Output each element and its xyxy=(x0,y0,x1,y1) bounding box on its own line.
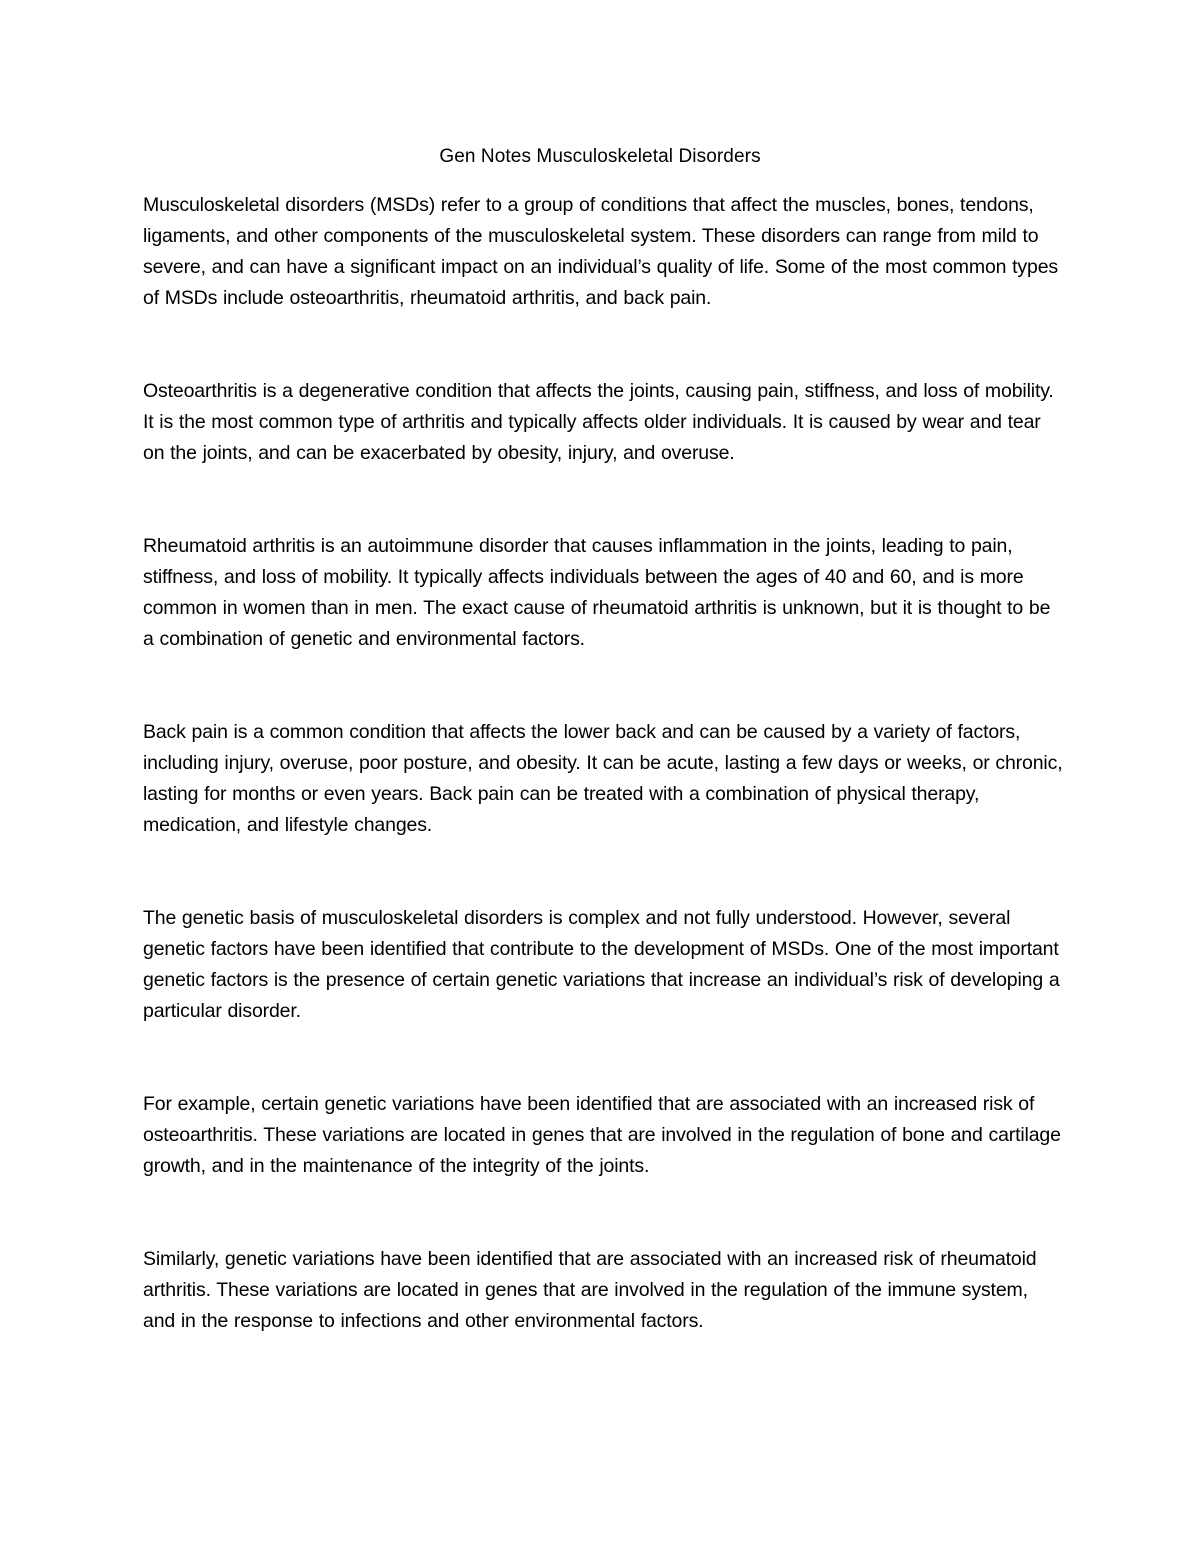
paragraph-msd-overview: Musculoskeletal disorders (MSDs) refer to a group of conditions that affect the muscles, bones, tendons, ligaments, and other components of the musculoskeletal system. These disorders can range from mild to severe, and can have a significant impact on an individual’s quality of life. Some of the most common types of MSDs include osteoarthritis, rheumatoid arthritis, and back pain. xyxy=(143,194,1059,309)
document-body xyxy=(143,190,1063,1399)
paragraph-osteoarthritis-genetics: For example, certain genetic variations have been identified that are associated with an increased risk of osteoarthritis. These variations are located in genes that are involved in the regulation of bone and cartilage growth, and in the maintenance of the integrity of the joints. xyxy=(143,1093,1061,1177)
paragraph-genetic-basis: The genetic basis of musculoskeletal disorders is complex and not fully understood. However, several genetic factors have been identified that contribute to the development of MSDs. One of the most important genetic factors is the presence of certain genetic variations that increase an individual’s risk of developing a particular disorder. xyxy=(143,907,1060,1022)
document-title: Gen Notes Musculoskeletal Disorders xyxy=(439,146,761,167)
paragraph-rheumatoid-genetics: Similarly, genetic variations have been identified that are associated with an increased risk of rheumatoid arthritis. These variations are located in genes that are involved in the regulation of the immune system, and in the response to infections and other environmental factors. xyxy=(143,1248,1037,1332)
paragraph-osteoarthritis: Osteoarthritis is a degenerative condition that affects the joints, causing pain, stiffness, and loss of mobility. It is the most common type of arthritis and typically affects older individuals. It is caused by wear and tear on the joints, and can be exacerbated by obesity, injury, and overuse. xyxy=(143,380,1054,464)
paragraph-back-pain: Back pain is a common condition that affects the lower back and can be caused by a variety of factors, including injury, overuse, poor posture, and obesity. It can be acute, lasting a few days or weeks, or chronic, lasting for months or even years. Back pain can be treated with a combination of physical therapy, medication, and lifestyle changes. xyxy=(143,721,1063,836)
paragraph-rheumatoid-arthritis: Rheumatoid arthritis is an autoimmune disorder that causes inflammation in the joints, leading to pain, stiffness, and loss of mobility. It typically affects individuals between the ages of 40 and 60, and is more common in women than in men. The exact cause of rheumatoid arthritis is unknown, but it is thought to be a combination of genetic and environmental factors. xyxy=(143,535,1051,650)
